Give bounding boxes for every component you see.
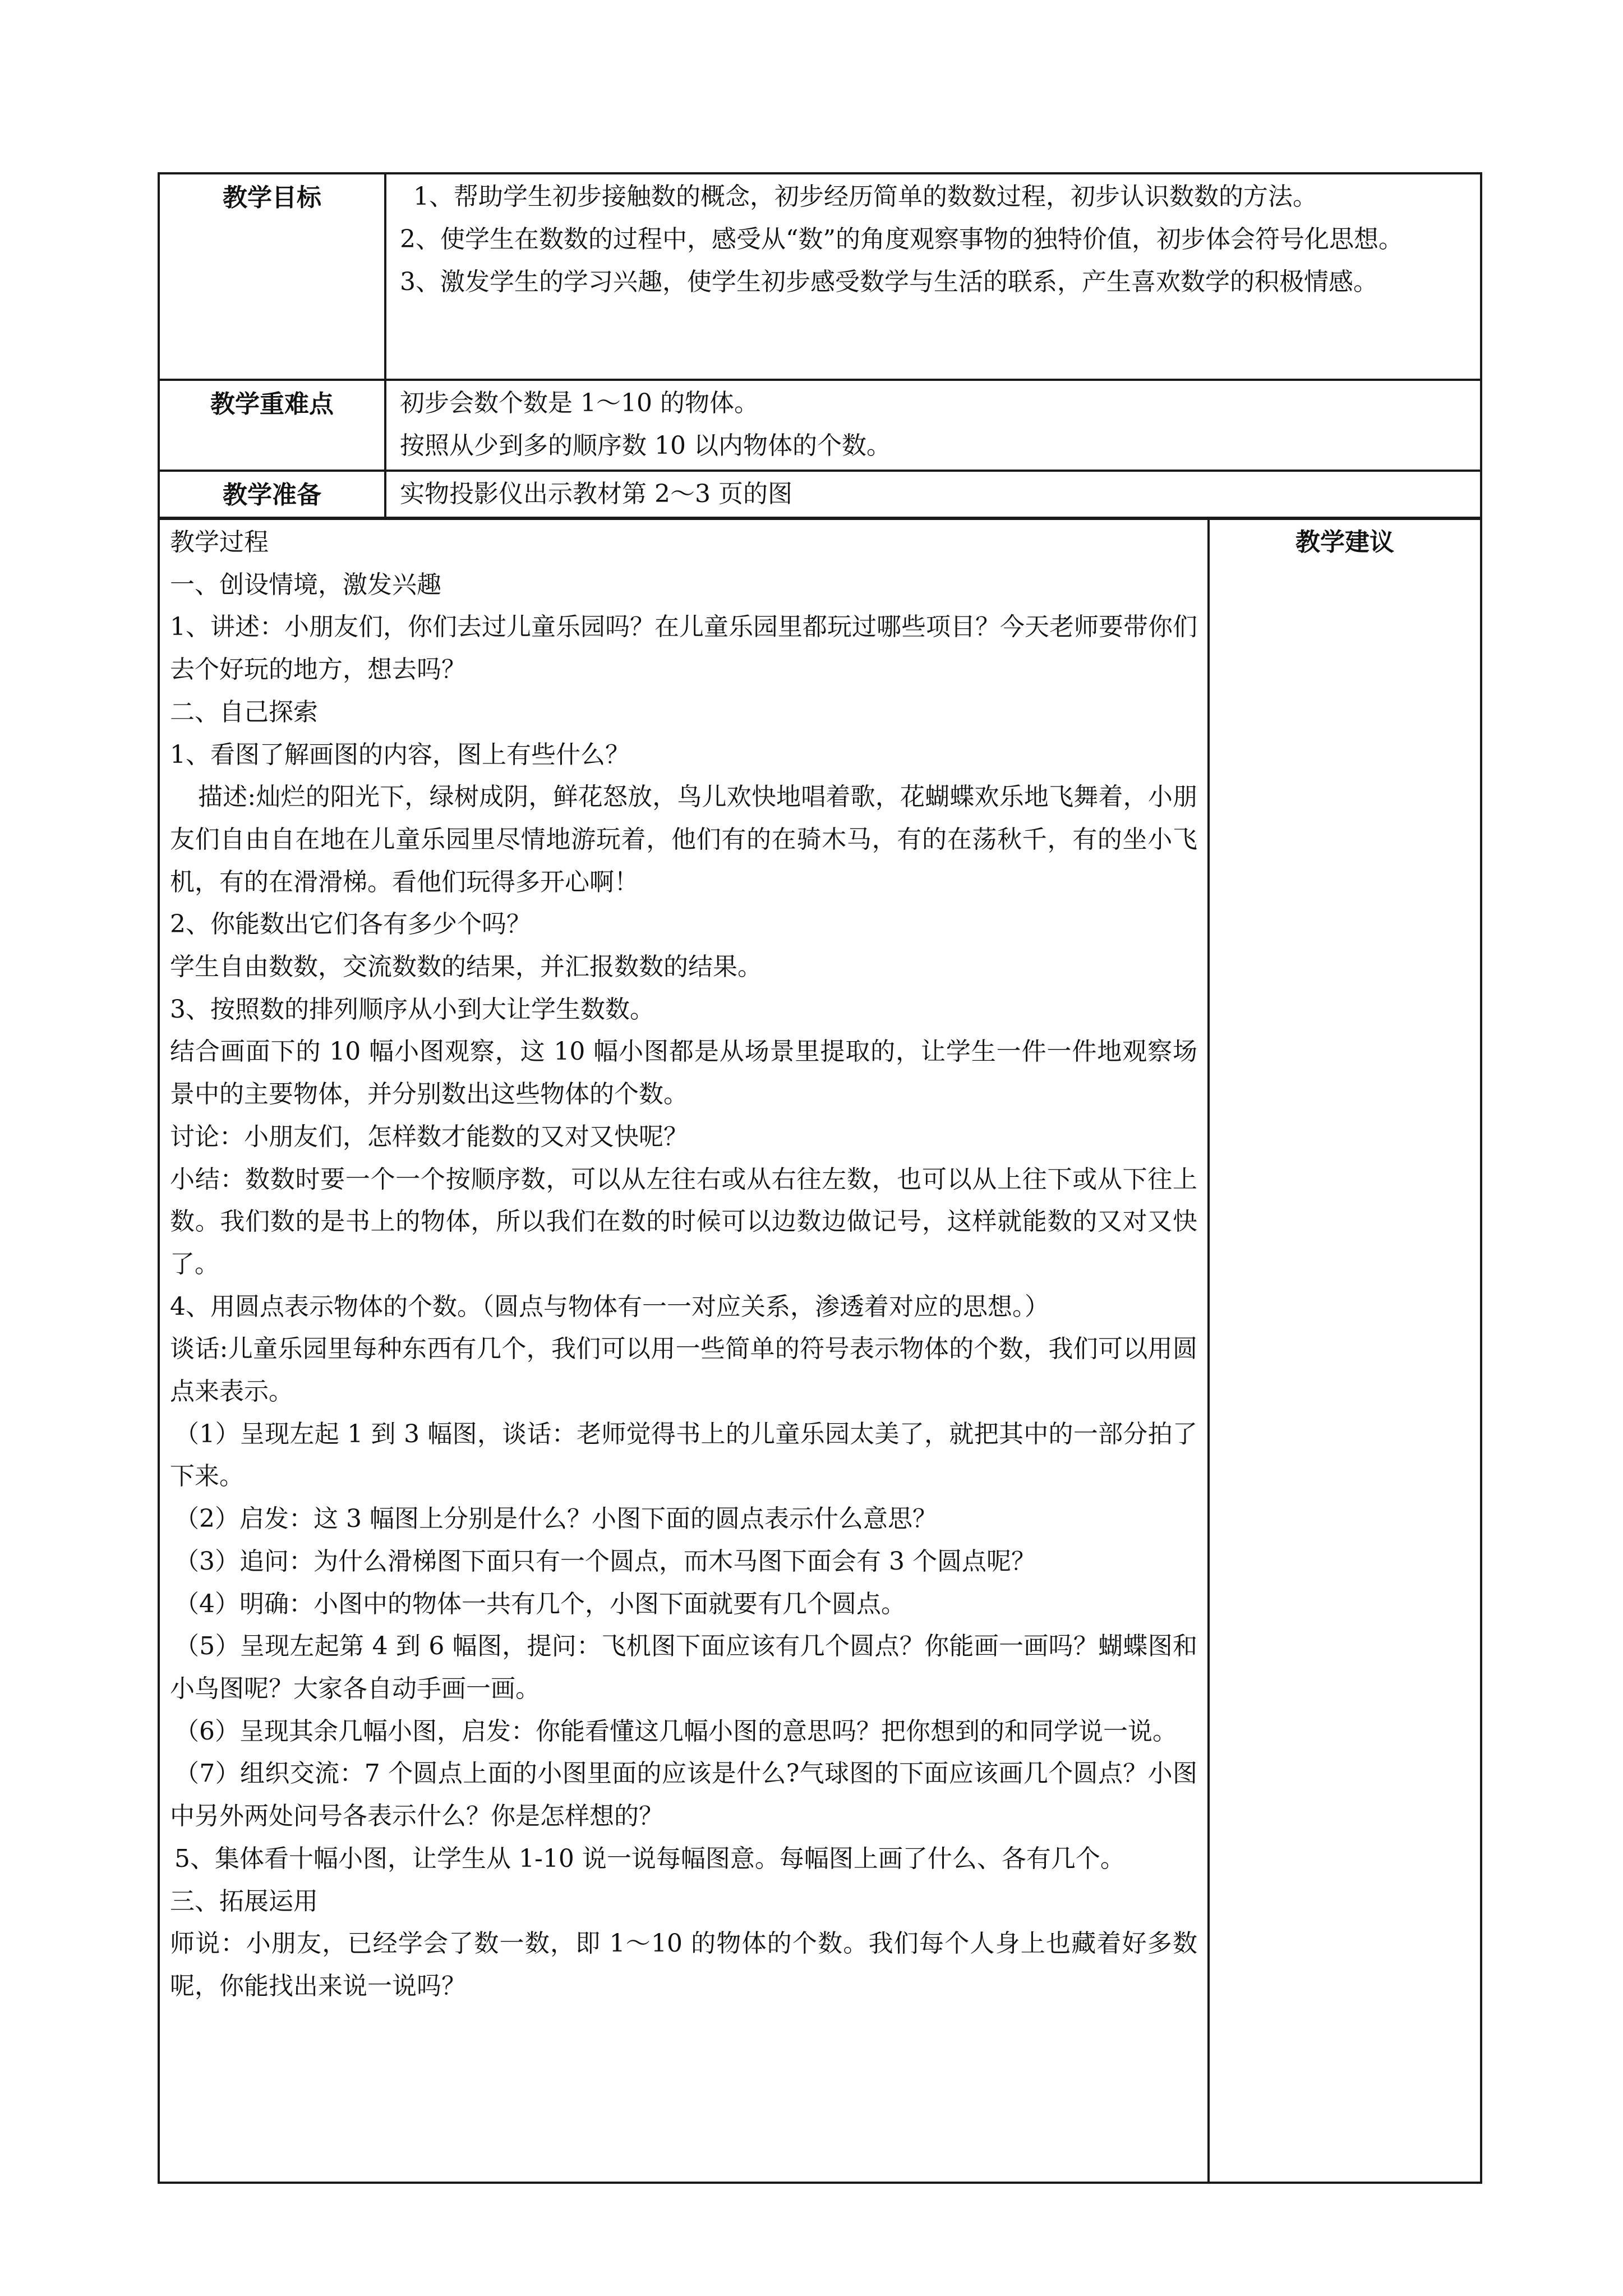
key-point-item: 按照从少到多的顺序数 10 以内物体的个数。 xyxy=(400,431,891,460)
objective-item: 3、激发学生的学习兴趣，使学生初步感受数学与生活的联系，产生喜欢数学的积极情感。 xyxy=(400,268,1378,296)
process-paragraph: 4、用圆点表示物体的个数。（圆点与物体有一一对应关系，渗透着对应的思想。） xyxy=(170,1292,1049,1321)
process-paragraph: 小结：数数时要一个一个按顺序数，可以从左往右或从右往左数，也可以从上往下或从下往上数。我们数的是书上的物体，所以我们在数的时候可以边数边做记号，这样就能数的又对又快了。 xyxy=(170,1165,1197,1278)
process-paragraph: （7）组织交流：7 个圆点上面的小图里面的应该是什么?气球图的下面应该画几个圆点？小图中另外两处问号各表示什么？你是怎样想的？ xyxy=(170,1759,1197,1831)
process-content xyxy=(159,518,1209,2183)
preparation-text: 实物投影仪出示教材第 2～3 页的图 xyxy=(400,480,792,508)
process-paragraph: 1、看图了解画图的内容，图上有些什么？ xyxy=(170,740,630,769)
section-heading: 三、拓展运用 xyxy=(170,1887,318,1916)
key-points-content xyxy=(385,380,1481,471)
process-heading: 教学过程 xyxy=(170,528,269,556)
process-paragraph: （6）呈现其余几幅小图，启发：你能看懂这几幅小图的意思吗？把你想到的和同学说一说。 xyxy=(174,1717,1177,1746)
preparation-content xyxy=(385,471,1481,519)
process-paragraph: 1、讲述：小朋友们，你们去过儿童乐园吗？在儿童乐园里都玩过哪些项目？今天老师要带你们去个好玩的地方，想去吗？ xyxy=(170,613,1197,684)
preparation-label: 教学准备 xyxy=(159,471,385,519)
process-paragraph: 讨论：小朋友们，怎样数才能数的又对又快呢？ xyxy=(170,1122,688,1151)
process-paragraph: （5）呈现左起第 4 到 6 幅图，提问：飞机图下面应该有几个圆点？你能画一画吗？蝴蝶图和小鸟图呢？大家各自动手画一画。 xyxy=(170,1632,1197,1703)
process-paragraph: 描述:灿烂的阳光下，绿树成阴，鲜花怒放，鸟儿欢快地唱着歌，花蝴蝶欢乐地飞舞着，小朋友们自由自在地在儿童乐园里尽情地游玩着，他们有的在骑木马，有的在荡秋千，有的坐小飞机，有的在滑滑梯。看他们玩得多开心啊！ xyxy=(170,783,1197,896)
key-points-label: 教学重难点 xyxy=(159,380,385,471)
lesson-info-table xyxy=(158,172,1482,520)
objective-item: 1、帮助学生初步接触数的概念，初步经历简单的数数过程，初步认识数数的方法。 xyxy=(413,182,1317,211)
key-points-row xyxy=(159,380,1481,471)
objectives-label: 教学目标 xyxy=(159,173,385,380)
process-paragraph: （4）明确：小图中的物体一共有几个，小图下面就要有几个圆点。 xyxy=(174,1589,906,1618)
process-paragraph: （1）呈现左起 1 到 3 幅图，谈话：老师觉得书上的儿童乐园太美了，就把其中的一部分拍了下来。 xyxy=(170,1419,1197,1491)
process-paragraph: 谈话:儿童乐园里每种东西有几个，我们可以用一些简单的符号表示物体的个数，我们可以用圆点来表示。 xyxy=(170,1335,1197,1406)
process-paragraph: 结合画面下的 10 幅小图观察，这 10 幅小图都是从场景里提取的，让学生一件一件地观察场景中的主要物体，并分别数出这些物体的个数。 xyxy=(170,1037,1197,1109)
suggestion-label: 教学建议 xyxy=(1209,518,1481,2183)
process-paragraph: （3）追问：为什么滑梯图下面只有一个圆点，而木马图下面会有 3 个圆点呢？ xyxy=(174,1547,1036,1576)
objectives-row xyxy=(159,173,1481,380)
process-paragraph: 3、按照数的排列顺序从小到大让学生数数。 xyxy=(170,995,654,1024)
objective-item: 2、使学生在数数的过程中，感受从“数”的角度观察事物的独特价值，初步体会符号化思想。 xyxy=(400,225,1403,254)
objectives-content xyxy=(385,173,1481,380)
process-paragraph: （2）启发：这 3 幅图上分别是什么？小图下面的圆点表示什么意思？ xyxy=(174,1504,937,1534)
process-row xyxy=(159,518,1481,2183)
process-paragraph: 师说：小朋友，已经学会了数一数，即 1～10 的物体的个数。我们每个人身上也藏着好多数呢，你能找出来说一说吗？ xyxy=(170,1929,1197,2000)
section-heading: 二、自己探索 xyxy=(170,697,318,726)
section-heading: 一、创设情境，激发兴趣 xyxy=(170,570,441,599)
preparation-row xyxy=(159,471,1481,519)
key-point-item: 初步会数个数是 1～10 的物体。 xyxy=(400,389,759,417)
process-paragraph: 5、集体看十幅小图，让学生从 1-10 说一说每幅图意。每幅图上画了什么、各有几个。 xyxy=(174,1844,1125,1873)
process-paragraph: 2、你能数出它们各有多少个吗？ xyxy=(170,910,531,939)
process-paragraph: 学生自由数数，交流数数的结果，并汇报数数的结果。 xyxy=(170,953,762,982)
teaching-process-table xyxy=(158,517,1482,2184)
